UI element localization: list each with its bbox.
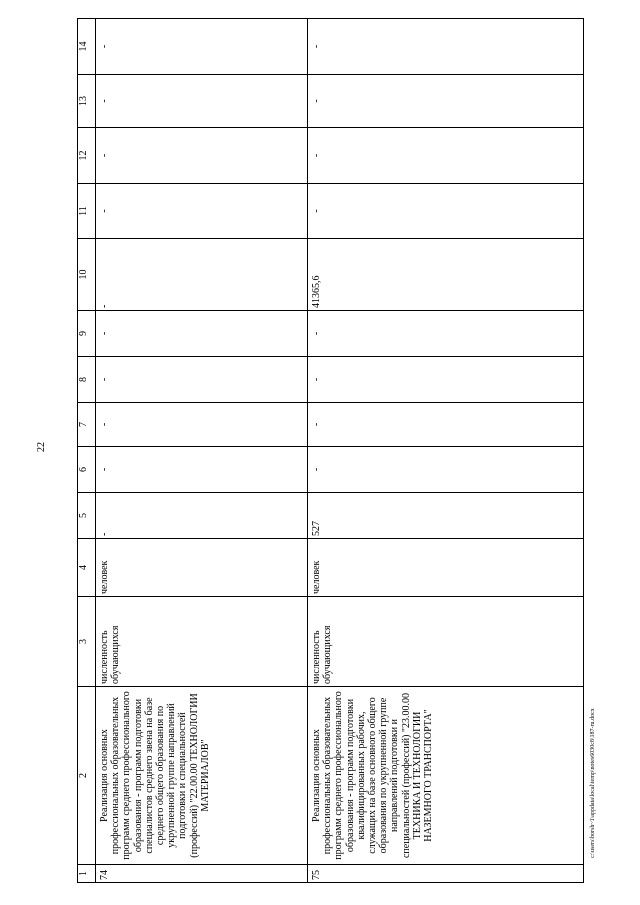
- column-header: 7: [78, 403, 96, 447]
- indicator-cell: численность обучающихся: [308, 597, 584, 687]
- column-header: 6: [78, 447, 96, 493]
- value-cell: -: [96, 128, 308, 184]
- value-cell: -: [308, 403, 584, 447]
- column-header: 12: [78, 128, 96, 184]
- column-header: 14: [78, 19, 96, 75]
- value-cell: -: [308, 447, 584, 493]
- value-cell: 41365,6: [308, 239, 584, 311]
- value-cell: -: [308, 128, 584, 184]
- header-row: [78, 19, 96, 883]
- value-cell: -: [96, 184, 308, 239]
- value-cell: -: [308, 184, 584, 239]
- value-cell: 527: [308, 493, 584, 539]
- value-cell: -: [96, 311, 308, 357]
- column-header: 1: [78, 865, 96, 883]
- column-header: 2: [78, 687, 96, 865]
- footer-file-path: c:\users\borsh~1\appdata\local\temp\notes6030c8\187-ru.docx: [590, 708, 596, 858]
- rotated-table-wrapper: [77, 19, 584, 883]
- column-header: 11: [78, 184, 96, 239]
- column-header: 4: [78, 539, 96, 597]
- program-name-cell: Реализация основных профессиональных образовательных программ среднего профессионального образования - программ подготовки специалистов среднего звена на базе среднего общего образования по укрупненной группе направлений подготовки и специальностей (профессий) "22.00.00 ТЕХНОЛОГИИ МАТЕРИАЛОВ": [96, 687, 308, 865]
- value-cell: -: [308, 75, 584, 128]
- value-cell: -: [308, 311, 584, 357]
- value-cell: -: [96, 493, 308, 539]
- value-cell: -: [96, 357, 308, 403]
- indicator-cell: численность обучающихся: [96, 597, 308, 687]
- column-header: 3: [78, 597, 96, 687]
- column-header: 10: [78, 239, 96, 311]
- unit-cell: человек: [308, 539, 584, 597]
- unit-cell: человек: [96, 539, 308, 597]
- value-cell: -: [308, 19, 584, 75]
- row-number-cell: 74: [96, 865, 308, 883]
- column-header: 8: [78, 357, 96, 403]
- table-row: [96, 19, 308, 883]
- data-table: [77, 18, 584, 883]
- table-row: [308, 19, 584, 883]
- column-header: 5: [78, 493, 96, 539]
- row-number-cell: 75: [308, 865, 584, 883]
- program-name-cell: Реализация основных профессиональных образовательных программ среднего профессионального образования - программ подготовки квалифицированных рабочих, служащих на базе основного общего образования по укрупненной группе направлений подготовки и специальностей (профессий) "23.00.00 ТЕХНИКА И ТЕХНОЛОГИИ НАЗЕМНОГО ТРАНСПОРТА": [308, 687, 584, 865]
- value-cell: -: [96, 403, 308, 447]
- page-number: 22: [36, 442, 47, 452]
- value-cell: -: [96, 447, 308, 493]
- column-header: 13: [78, 75, 96, 128]
- value-cell: -: [96, 75, 308, 128]
- value-cell: -: [308, 357, 584, 403]
- value-cell: -: [96, 239, 308, 311]
- column-header: 9: [78, 311, 96, 357]
- value-cell: -: [96, 19, 308, 75]
